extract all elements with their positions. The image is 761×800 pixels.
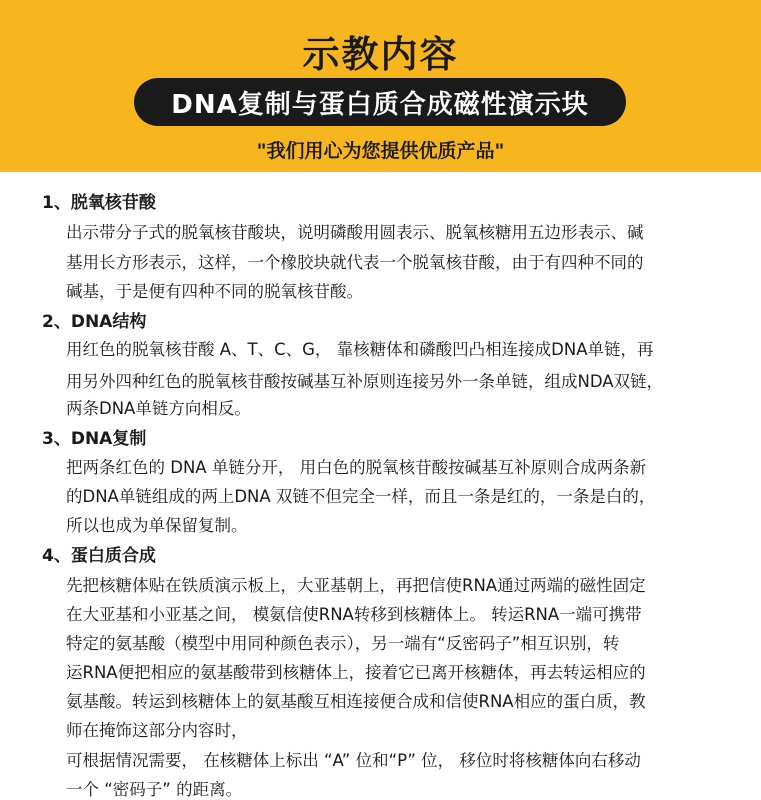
section-title-3: 3、DNA复制	[42, 429, 147, 449]
section-1-line-3: 碱基，于是便有四种不同的脱氧核苷酸。	[66, 282, 363, 301]
section-2-line-2: 用另外四种红色的脱氧核苷酸按碱基互补原则连接另外一条单链，组成NDA双链，	[66, 372, 664, 391]
section-1-line-1: 出示带分子式的脱氧核苷酸块，说明磷酸用圆表示、脱氧核糖用五边形表示、碱	[66, 223, 644, 242]
section-4-line-6: 师在掩饰这部分内容时，	[66, 721, 248, 740]
section-4-line-3: 特定的氨基酸（模型中用同种颜色表示），另一端有“反密码子”相互识别，转	[66, 634, 620, 653]
section-4-line-7: 可根据情况需要， 在核糖体上标出 “A” 位和“P” 位， 移位时将核糖体向右移动	[66, 751, 641, 770]
section-4-line-1: 先把核糖体贴在铁质演示板上，大亚基朝上，再把信使RNA通过两端的磁性固定	[66, 576, 646, 595]
header-banner	[0, 0, 761, 172]
product-title-pill: DNA复制与蛋白质合成磁性演示块	[134, 78, 626, 126]
section-title-4: 4、蛋白质合成	[42, 546, 156, 566]
section-4-line-4: 运RNA便把相应的氨基酸带到核糖体上，接着它已离开核糖体，再去转运相应的	[66, 663, 646, 682]
section-4-line-8: 一个 “密码子” 的距离。	[66, 780, 243, 799]
section-2-line-3: 两条DNA单链方向相反。	[66, 399, 251, 418]
section-title-2: 2、DNA结构	[42, 312, 147, 332]
section-3-line-3: 所以也成为单保留复制。	[66, 516, 248, 535]
section-4-line-5: 氨基酸。转运到核糖体上的氨基酸互相连接便合成和信使RNA相应的蛋白质，教	[66, 692, 646, 711]
slogan: "我们用心为您提供优质产品"	[256, 140, 505, 162]
page-title: 示教内容	[302, 33, 459, 76]
section-1-line-2: 基用长方形表示，这样，一个橡胶块就代表一个脱氧核苷酸，由于有四种不同的	[66, 253, 644, 272]
section-title-1: 1、脱氧核苷酸	[42, 193, 156, 213]
section-3-line-2: 的DNA单链组成的两上DNA 双链不但完全一样，而且一条是红的，一条是白的，	[66, 487, 656, 506]
section-3-line-1: 把两条红色的 DNA 单链分开， 用白色的脱氧核苷酸按碱基互补原则合成两条新	[66, 458, 647, 477]
section-2-line-1: 用红色的脱氧核苷酸 A、T、C、G， 靠核糖体和磷酸凹凸相连接成DNA单链，再	[66, 340, 654, 359]
section-4-line-2: 在大亚基和小亚基之间， 模氨信使RNA转移到核糖体上。 转运RNA一端可携带	[66, 605, 642, 624]
